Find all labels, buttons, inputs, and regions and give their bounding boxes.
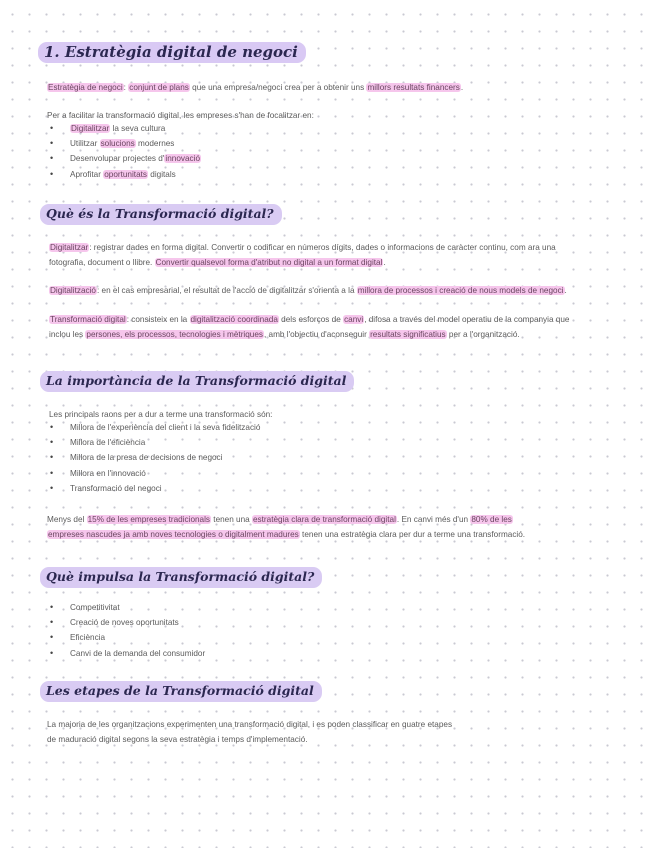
reasons-list [50, 420, 260, 496]
highlight: Transformació digital [50, 315, 126, 324]
highlight: canvi [344, 315, 364, 324]
focus-list [50, 121, 201, 182]
list-item: • Creació de noves oportunitats [50, 615, 205, 630]
section-2-title: Què és la Transformació digital? [40, 204, 282, 225]
highlight: Digitalitzar [71, 124, 110, 133]
highlight: empreses nascudes ja amb noves tecnologies o digitalment madures [48, 530, 299, 539]
list-item: • Utilitzar solucions modernes [50, 136, 201, 151]
highlight: millors resultats financers [367, 83, 460, 92]
highlight: oportunitats [104, 169, 148, 179]
transformation-definition-line2: inclou les persones, els processos, tecnologies i mètriques, amb l'objectiu d'aconseguir resultats significatius per a l'organització. [49, 330, 520, 339]
stages-paragraph-line1: La majoria de les organitzacions experimenten una transformació digital, i es poden classificar en quatre etapes [47, 720, 453, 729]
statistics-paragraph-line2: empreses nascudes ja amb noves tecnologies o digitalment madures tenen una estratègia clara per dur a terme una transformació. [48, 530, 526, 539]
list-item: • Competitivitat [50, 600, 205, 615]
highlight: conjunt de plans [129, 83, 189, 92]
strategy-definition [47, 82, 463, 94]
highlight: resultats significatius [370, 330, 446, 339]
list-item: • Transformació del negoci [50, 481, 260, 496]
statistics-paragraph: Menys del 15% de les empreses tradicionals tenen una estratègia clara de transformació digital. En canvi més d'un 80% de les [47, 515, 512, 524]
section-1-title: 1. Estratègia digital de negoci [38, 42, 306, 63]
highlight: innovació [165, 154, 201, 164]
stages-paragraph-line2: de maduració digital segons la seva estratègia i temps d'implementació. [47, 735, 308, 744]
list-item: • Millora en l'innovació [50, 466, 260, 481]
list-item: • Millora de la presa de decisions de negoci [50, 450, 260, 465]
highlight: estratègia clara de transformació digital [253, 515, 396, 524]
list-item: • Desenvolupar projectes d'innovació [50, 151, 201, 166]
section-4-title: Què impulsa la Transformació digital? [40, 567, 322, 588]
text: : registrar dades en forma digital. Convertir o codificar en números dígits, dades o informacions de caràcter continu, com ara una [89, 243, 556, 252]
list-item: • Canvi de la demanda del consumidor [50, 646, 205, 661]
digitization-definition: Digitalització: en el cas empresarial, el resultat de l'acció de digitalitzar s'orienta a la millora de processos i creació de nous models de negoci. [50, 286, 567, 295]
section-3-title: La importància de la Transformació digital [40, 371, 354, 392]
text: que una empresa/negoci crea per a obtenir uns [189, 83, 367, 92]
highlight: 15% de les empreses tradicionals [87, 515, 211, 524]
list-item: • Eficiència [50, 630, 205, 645]
highlight: Digitalitzar [50, 243, 89, 252]
drivers-list [50, 600, 205, 661]
text: . [460, 83, 464, 92]
list-item: • Millora de l'eficiència [50, 435, 260, 450]
list-item: • Aprofitar oportunitats digitals [50, 167, 201, 182]
text: : en el cas empresarial, el resultat de l'acció de digitalitzar s'orienta a la [96, 286, 357, 295]
highlight: millora de processos i creació de nous models de negoci [357, 286, 564, 295]
focus-intro: Per a facilitar la transformació digital, les empreses s'han de focalitzar en: [47, 111, 314, 120]
transformation-definition: Transformació digital: consisteix en la digitalització coordinada dels esforços de canvi, difosa a través del model operatiu de la companyia que [50, 315, 570, 324]
reasons-intro: Les principals raons per a dur a terme una transformació són: [49, 410, 273, 419]
digitize-definition [49, 242, 556, 254]
highlight: persones, els processos, tecnologies i mètriques [86, 330, 263, 339]
section-5-title: Les etapes de la Transformació digital [40, 681, 322, 702]
text: : [123, 83, 129, 92]
text: fotografia, document o llibre. [49, 258, 155, 267]
highlight: 80% de les [471, 515, 512, 524]
highlight: digitalització coordinada [190, 315, 278, 324]
highlight: Digitalització [50, 286, 96, 295]
digitize-definition-line2: fotografia, document o llibre. Convertir qualsevol forma d'atribut no digital a un format digital. [49, 258, 386, 267]
highlight: solucions [100, 139, 135, 149]
list-item: • Millora de l'experiència del client i la seva fidelització [50, 420, 260, 435]
list-item: • Digitalitzar la seva cultura [50, 121, 201, 136]
highlight: Convertir qualsevol forma d'atribut no digital a un format digital [155, 258, 383, 267]
highlight: Estratègia de negoci [48, 83, 123, 92]
